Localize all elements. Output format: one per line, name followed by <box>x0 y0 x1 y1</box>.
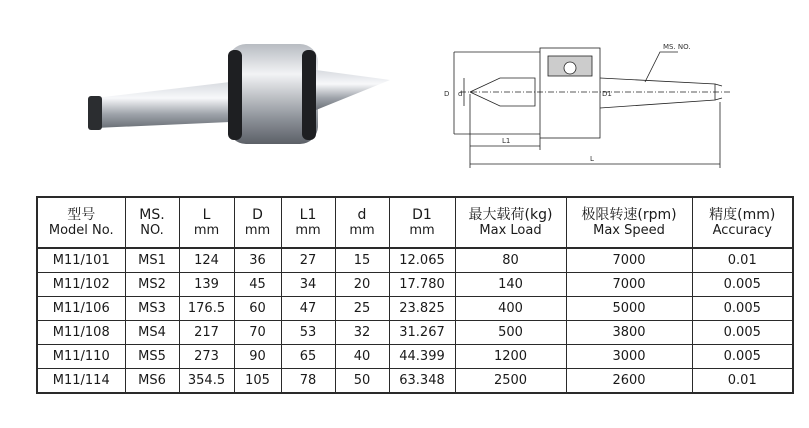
table-cell: 40 <box>335 345 389 369</box>
table-cell: 0.01 <box>692 248 793 273</box>
header-model: 型号 Model No. <box>37 197 125 248</box>
table-cell: 70 <box>234 321 281 345</box>
table-cell: MS5 <box>125 345 179 369</box>
table-header-row <box>37 197 793 248</box>
table-cell: 60 <box>234 297 281 321</box>
table-row <box>37 369 793 394</box>
table-cell: 12.065 <box>389 248 455 273</box>
table-cell: 217 <box>179 321 234 345</box>
table-cell: 80 <box>455 248 566 273</box>
header-D1: D1 mm <box>389 197 455 248</box>
table-cell: 105 <box>234 369 281 394</box>
drawing-D1: D1 <box>602 90 612 98</box>
table-cell: 139 <box>179 273 234 297</box>
table-cell: 5000 <box>566 297 692 321</box>
table-cell: MS2 <box>125 273 179 297</box>
drawing-D: D <box>444 90 450 98</box>
header-L1: L1 mm <box>281 197 335 248</box>
header-ms-no: MS. NO. <box>125 197 179 248</box>
product-photo <box>80 30 400 155</box>
table-cell: 176.5 <box>179 297 234 321</box>
drawing-L: L <box>590 155 594 163</box>
table-cell: MS6 <box>125 369 179 394</box>
drawing-d: d <box>458 90 463 98</box>
table-cell: 7000 <box>566 248 692 273</box>
technical-drawing <box>430 30 730 175</box>
table-cell: M11/102 <box>37 273 125 297</box>
table-cell: 50 <box>335 369 389 394</box>
header-max-load: 最大载荷(kg) Max Load <box>455 197 566 248</box>
table-cell: 23.825 <box>389 297 455 321</box>
table-cell: 7000 <box>566 273 692 297</box>
table-cell: 0.005 <box>692 345 793 369</box>
table-cell: 90 <box>234 345 281 369</box>
table-cell: 15 <box>335 248 389 273</box>
table-cell: 78 <box>281 369 335 394</box>
table-cell: M11/110 <box>37 345 125 369</box>
header-accuracy: 精度(mm) Accuracy <box>692 197 793 248</box>
table-cell: 17.780 <box>389 273 455 297</box>
table-cell: 1200 <box>455 345 566 369</box>
table-cell: 20 <box>335 273 389 297</box>
table-cell: 500 <box>455 321 566 345</box>
table-cell: 65 <box>281 345 335 369</box>
table-cell: 2600 <box>566 369 692 394</box>
table-cell: 34 <box>281 273 335 297</box>
table-row <box>37 248 793 273</box>
table-cell: M11/114 <box>37 369 125 394</box>
table-cell: 354.5 <box>179 369 234 394</box>
header-max-speed: 极限转速(rpm) Max Speed <box>566 197 692 248</box>
header-L: L mm <box>179 197 234 248</box>
table-cell: 27 <box>281 248 335 273</box>
table-cell: M11/101 <box>37 248 125 273</box>
table-cell: 36 <box>234 248 281 273</box>
table-cell: 63.348 <box>389 369 455 394</box>
table-cell: MS1 <box>125 248 179 273</box>
drawing-ms-no: MS. NO. <box>663 43 691 51</box>
drawing-L1: L1 <box>502 137 511 145</box>
table-cell: 0.01 <box>692 369 793 394</box>
table-cell: M11/108 <box>37 321 125 345</box>
table-row <box>37 273 793 297</box>
table-cell: 400 <box>455 297 566 321</box>
table-cell: 0.005 <box>692 297 793 321</box>
table-row <box>37 297 793 321</box>
table-cell: MS4 <box>125 321 179 345</box>
table-cell: 3800 <box>566 321 692 345</box>
table-row <box>37 321 793 345</box>
table-cell: 32 <box>335 321 389 345</box>
table-cell: 53 <box>281 321 335 345</box>
header-d: d mm <box>335 197 389 248</box>
table-cell: 3000 <box>566 345 692 369</box>
table-cell: 273 <box>179 345 234 369</box>
table-cell: 45 <box>234 273 281 297</box>
table-cell: MS3 <box>125 297 179 321</box>
table-body <box>37 248 793 393</box>
table-cell: 44.399 <box>389 345 455 369</box>
table-cell: M11/106 <box>37 297 125 321</box>
table-cell: 25 <box>335 297 389 321</box>
table-cell: 0.005 <box>692 321 793 345</box>
spec-table <box>36 196 794 394</box>
table-cell: 2500 <box>455 369 566 394</box>
header-D: D mm <box>234 197 281 248</box>
table-cell: 124 <box>179 248 234 273</box>
table-cell: 0.005 <box>692 273 793 297</box>
table-cell: 47 <box>281 297 335 321</box>
table-cell: 31.267 <box>389 321 455 345</box>
table-row <box>37 345 793 369</box>
table-cell: 140 <box>455 273 566 297</box>
